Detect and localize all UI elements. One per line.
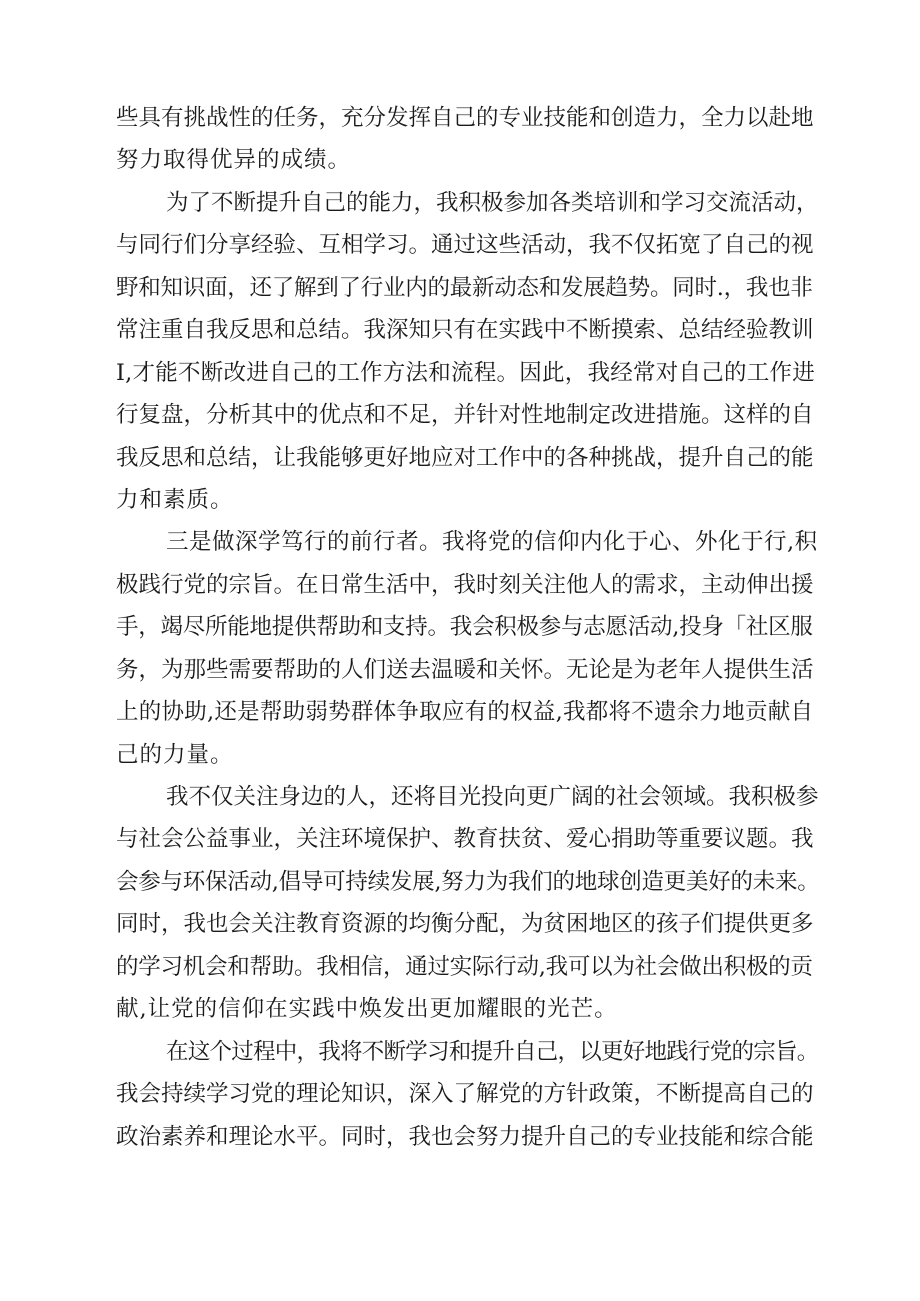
text-line: 在这个过程中，我将不断学习和提升自己，以更好地践行党的宗旨。 (166, 1038, 819, 1065)
text-line: 政治素养和理论水平。同时，我也会努力提升自己的专业技能和综合能 (116, 1123, 814, 1150)
text-line: 为了不断提升自己的能力，我积极参加各类培训和学习交流活动， (166, 189, 819, 216)
text-line: 的学习机会和帮助。我相信，通过实际行动,我可以为社会做出积极的贡 (116, 953, 813, 980)
text-line: 上的协助,还是帮助弱势群体争取应有的权益,我都将不遗余力地贡献自 (116, 699, 814, 726)
text-line: 同时，我也会关注教育资源的均衡分配，为贫困地区的孩子们提供更多 (116, 911, 814, 938)
body-text (116, 97, 836, 1158)
text-line: 己的力量。 (116, 741, 234, 768)
text-line: 常注重自我反思和总结。我深知只有在实践中不断摸索、总结经验教训 (116, 317, 814, 344)
text-line: 力和素质。 (116, 486, 234, 513)
text-line: 些具有挑战性的任务，充分发挥自己的专业技能和创造力，全力以赴地 (116, 105, 814, 131)
text-line: 我不仅关注身边的人，还将目光投向更广阔的社会领域。我积极参 (166, 784, 819, 810)
text-line: 会参与环保活动,倡导可持续发展,努力为我们的地球创造更美好的未来。 (116, 868, 820, 895)
text-line: 极践行党的宗旨。在日常生活中，我时刻关注他人的需求，主动伸出援 (116, 571, 814, 598)
text-line: 三是做深学笃行的前行者。我将党的信仰内化于心、外化于行,积 (166, 529, 818, 556)
text-line: 努力取得优异的成绩。 (116, 147, 352, 174)
text-line: 与社会公益事业，关注环境保护、教育扶贫、爱心捐助等重要议题。我 (116, 826, 814, 853)
text-line: 务，为那些需要帮助的人们送去温暖和关怀。无论是为老年人提供生活 (116, 656, 814, 683)
text-line: 献,让党的信仰在实践中焕发出更加耀眼的光芒。 (116, 996, 618, 1023)
text-line: 手，竭尽所能地提供帮助和支持。我会积极参与志愿活动,投身「社区服 (116, 614, 813, 641)
text-line: I,才能不断改进自己的工作方法和流程。因此，我经常对自己的工作进 (116, 359, 816, 386)
text-line: 与同行们分享经验、互相学习。通过这些活动，我不仅拓宽了自己的视 (116, 232, 814, 259)
text-line: 野和知识面，还了解到了行业内的最新动态和发展趋势。同时.，我也非 (116, 274, 813, 301)
text-line: 行复盘，分析其中的优点和不足，并针对性地制定改进措施。这样的自 (116, 402, 814, 429)
text-line: 我会持续学习党的理论知识，深入了解党的方针政策，不断提高自己的 (116, 1081, 814, 1108)
text-line: 我反思和总结，让我能够更好地应对工作中的各种挑战，提升自己的能 (116, 444, 814, 471)
